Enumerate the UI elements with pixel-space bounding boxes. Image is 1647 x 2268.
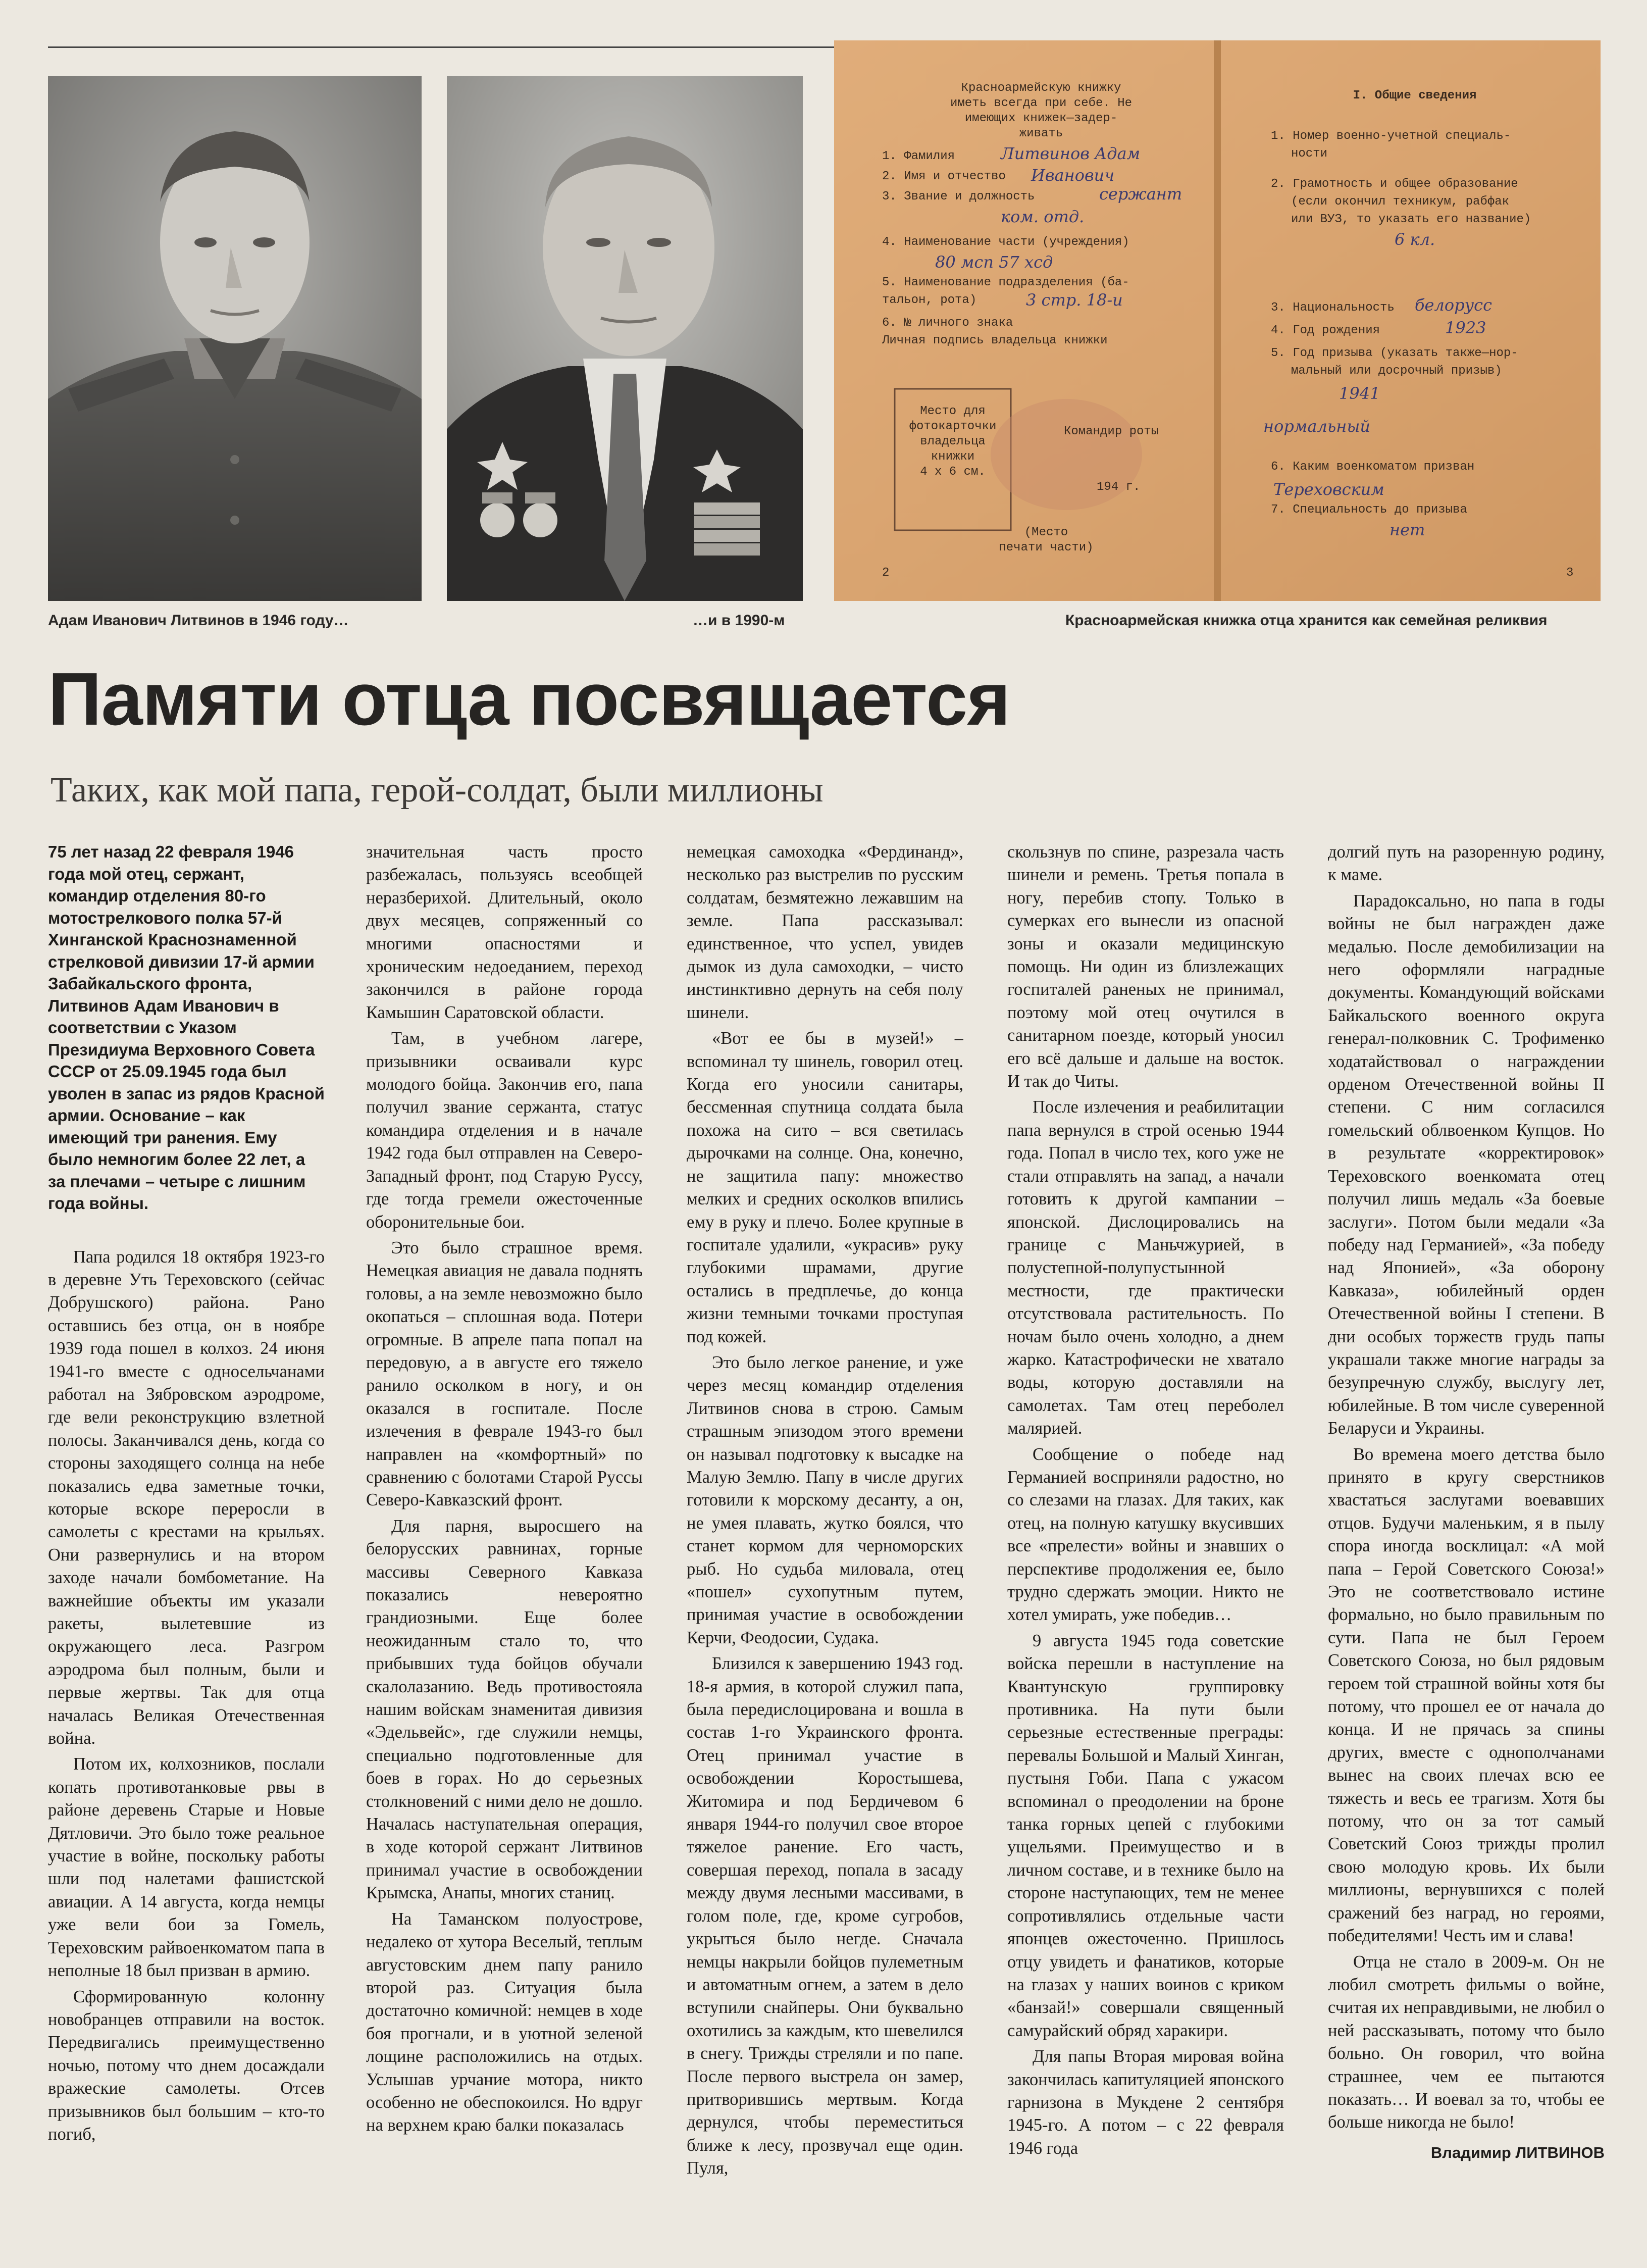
booklet-stamp-line: печати части) bbox=[999, 541, 1094, 555]
booklet-field: (если окончил техникум, рабфак bbox=[1291, 195, 1510, 209]
article-author: Владимир ЛИТВИНОВ bbox=[1430, 2143, 1605, 2161]
paragraph: Сообщение о победе над Германией восприняли радостно, но со слезами на глазах. Для таких, как отец, на полную катушку вкусивших все «прелести» войны и знавших о перспективе продолжения ее, было трудно сдержать эмоции. Никто не хотел умирать, уже победив… bbox=[1007, 1444, 1284, 1625]
booklet-header-line: живать bbox=[1019, 127, 1063, 140]
booklet-field: 5. Наименование подразделения (ба- bbox=[882, 276, 1129, 289]
booklet-handwritten-position: ком. отд. bbox=[1001, 207, 1085, 226]
photo-red-army-booklet bbox=[834, 40, 1601, 601]
paragraph: Парадоксально, но папа в годы войны не был награжден даже медалью. После демобилизации на него оформляли наградные документы. Командующий войсками Байкальского военного округа генерал-полковник С. Трофименко ходатайствовал о награждении орденом Отечественной войны II степени. С ним согласился гомельский облвоенком Купцов. Но в результате «корректировок» Тереховского военкомата отец получил лишь медаль «За боевые заслуги». Потом были медали «За победу над Германией», «За победу над Японией», «За оборону Кавказа», юбилейный орден Отечественной войны I степени. В дни особых торжеств грудь папы украшали также многие награды за безупречную службу, выслугу лет, юбилейные. В том числе суверенной Беларуси и Украины. bbox=[1328, 891, 1605, 1438]
booklet-stamp-place bbox=[996, 525, 1097, 556]
paragraph: скользнув по спине, разрезала часть шинели и ремень. Третья попала в ногу, перебив стопу. Только в сумерках его вынесли из опасной зоны и оказали медицинскую помощь. Ни один из близлежащих госпиталей раненых не принимал, поэтому мой отец очутился в санитарном поезде, который уносил его всё дальше и дальше на восток. И так до Читы. bbox=[1007, 842, 1284, 1091]
booklet-handwritten-commissariat: Тереховским bbox=[1273, 480, 1384, 499]
booklet-field: тальон, рота) bbox=[882, 293, 977, 307]
booklet-field: 7. Специальность до призыва bbox=[1271, 503, 1467, 517]
paragraph: На Таманском полуострове, недалеко от хутора Веселый, теплым августовским днем папу ранило второй раз. Ситуация была достаточно комичной: немцев в ходе боя прогнали, и в уютной зеленой лощине расположились на отдых. Услышав урчание мотора, никто особенно не обеспокоился. Но вдруг на верхнем краю балки показалась bbox=[366, 1909, 643, 2135]
paragraph: Во времена моего детства было принято в кругу сверстников хвастаться заслугами воевавших отцов. Будучи маленьким, я в пылу спора иногда восклицал: «А мой папа – Герой Советского Союза!» Это не соответствовало истине формально, но было правильным по сути. Папа не был Героем Советского Союза, но был рядовым героем той страшной войны хотя бы потому, что прошел ее от начала до конца. И не прячась за спины других, вместе с однополчанами вынес на своих плечах всю ее тяжесть и весь ее трагизм. Хотя бы потому, что он за тот самый Советский Союз трижды пролил свою молодую кровь. Их были миллионы, вернувшихся с полей сражений без наград, но героями, победителями! Честь им и слава! bbox=[1328, 1444, 1605, 1946]
paragraph: Это было легкое ранение, и уже через месяц командир отделения Литвинов снова в строю. Самым страшным эпизодом этого времени он называл подготовку к высадке на Малую Землю. Папу в числе других готовили к морскому десанту, а он, не умея плавать, жутко боялся, что станет кормом для черноморских рыб. Но судьба миловала, отец «пошел» сухопутным путем, принимая участие в освобождении Керчи, Феодосии, Судака. bbox=[687, 1352, 963, 1647]
paragraph: долгий путь на разоренную родину, к маме. bbox=[1328, 842, 1605, 885]
text-column-3 bbox=[687, 841, 963, 2252]
booklet-stamp-line: (Место bbox=[1024, 526, 1068, 539]
paragraph: Для папы Вторая мировая война закончилась капитуляцией японского гарнизона в Мукдене 2 сентября 1945-го. А потом – с 22 февраля 1946 года bbox=[1007, 2047, 1284, 2158]
booklet-photo-line: фотокарточки bbox=[909, 420, 997, 433]
paragraph: После излечения и реабилитации папа вернулся в строй осенью 1944 года. Попал в число тех, кого уже не стали отправлять на запад, а начали готовить к другой кампании – японской. Дислоцировались на границе с Маньчжурией, в полустепной-полупустынной местности, где практически отсутствовала растительность. По ночам было очень холодно, а днем жарко. Катастрофически не хватало воды, которую доставляли на самолетах. Там отец переболел малярией. bbox=[1007, 1097, 1284, 1438]
text-column-4 bbox=[1007, 841, 1284, 2252]
paragraph: Там, в учебном лагере, призывники осваивали курс молодого бойца. Закончив его, папа получил звание сержанта, статус командира отделения и в начале 1942 года был отправлен на Северо-Западный фронт, под Старую Руссу, где тогда гремели ожесточенные оборонительные бои. bbox=[366, 1029, 643, 1232]
booklet-header-line: имеющих книжек—задер- bbox=[964, 112, 1118, 125]
paragraph: Это было страшное время. Немецкая авиация не давала поднять головы, а на земле невозможно было окопаться – сплошная вода. Потери огромные. В апреле папа попал на передовую, а в августе его тяжело ранило осколком в ногу, и он оказался в госпитале. После излечения в феврале 1943-го был направлен на «комфортный» по сравнению с болотами Старой Руссы Северо-Кавказский фронт. bbox=[366, 1238, 643, 1510]
paragraph: Папа родился 18 октября 1923-го в деревне Уть Тереховского (сейчас Добрушского) района. Рано оставшись без отца, он в ноябре 1939 года пошел в колхоз. 24 июня 1941-го вместе с односельчанами работал на Зябровском аэродроме, где вели реконструкцию взлетной полосы. Заканчивался день, когда со стороны заходящего солнца на небе показались едва заметные точки, которые вскоре переросли в самолеты с крестами на крыльях. Они развернулись и на втором заходе начали бомбометание. На важнейшие объекты им указали ракеты, вылетевшие из окружающего леса. Разгром аэродрома был полным, были и первые жертвы. Так для отца началась Великая Отечественная война. bbox=[48, 1247, 325, 1748]
booklet-field: 4. Год рождения bbox=[1271, 324, 1380, 337]
paragraph: Сформированную колонну новобранцев отправили на восток. Передвигались преимущественно ночью, потому что днем досаждали вражеские самолеты. Отсев призывников был большим – кто-то погиб, bbox=[48, 1987, 325, 2144]
booklet-photo-place bbox=[897, 404, 1008, 480]
booklet-field: 2. Имя и отчество bbox=[882, 170, 1006, 183]
paragraph: Для парня, выросшего на белорусских равнинах, горные массивы Северного Кавказа показались невероятно грандиозными. Еще более неожиданным стало то, что прибывших туда бойцов обучали скалолазанию. Ведь противостояла нашим войскам знаменитая дивизия «Эдельвейс», где служили немцы, специально подготовленные для боев в горах. Но до серьезных столкновений с ними дело не дошло. Началась наступательная операция, в ходе которой сержант Литвинов принимал участие в освобождении Крымска, Анапы, многих станиц. bbox=[366, 1516, 643, 1903]
soldier-portrait-image bbox=[48, 76, 422, 601]
booklet-photo-line: книжки bbox=[931, 450, 975, 464]
paragraph: значительная часть просто разбежалась, пользуясь всеобщей неразберихой. Длительный, около двух месяцев, сопряженный со многими опасностями и хроническим недоеданием, переход закончился в районе города Камышин Саратовской области. bbox=[366, 842, 643, 1022]
booklet-field: Личная подпись владельца книжки bbox=[882, 334, 1108, 347]
booklet-field: 1. Фамилия bbox=[882, 149, 955, 163]
article-subheadline: Таких, как мой папа, герой-солдат, были миллионы bbox=[50, 771, 823, 810]
booklet-handwritten-birth-year: 1923 bbox=[1445, 318, 1486, 337]
booklet-right-title: I. Общие сведения bbox=[1353, 89, 1477, 103]
booklet-handwritten-surname: Литвинов Адам bbox=[1001, 144, 1141, 163]
booklet-field: или ВУЗ, то указать его название) bbox=[1291, 213, 1531, 226]
booklet-header-line: Красноармейскую книжку bbox=[961, 81, 1121, 95]
article-body bbox=[48, 841, 1603, 2252]
paragraph: Потом их, колхозников, послали копать противотанковые рвы в районе деревень Старые и Новые Дятловичи. Это было тоже реальное участие в войне, поскольку работы шли под налетами фашистской авиации. А 14 августа, когда немцы уже вели бои за Гомель, Тереховским райвоенкоматом папа в неполные 18 был призван в армию. bbox=[48, 1754, 325, 1981]
booklet-handwritten-nationality: белорусс bbox=[1415, 295, 1492, 315]
text-column-1 bbox=[48, 841, 325, 2252]
photo-veteran-1990 bbox=[447, 76, 803, 601]
booklet-field: 1. Номер военно-учетной специаль- bbox=[1271, 129, 1511, 143]
booklet-handwritten-specialty: нет bbox=[1389, 520, 1425, 539]
booklet-page-number-left: 2 bbox=[882, 566, 890, 580]
booklet-handwritten-patronymic: Иванович bbox=[1031, 166, 1115, 185]
booklet-field: 5. Год призыва (указать также—нор- bbox=[1271, 346, 1518, 360]
booklet-page-number-right: 3 bbox=[1566, 566, 1574, 580]
booklet-field: 2. Грамотность и общее образование bbox=[1271, 177, 1518, 191]
booklet-handwritten-subunit: 3 стр. 18-и bbox=[1026, 290, 1123, 310]
booklet-handwritten-draft-year: 1941 bbox=[1339, 384, 1380, 403]
booklet-handwritten-rank: сержант bbox=[1099, 184, 1182, 204]
booklet-field: 6. № личного знака bbox=[882, 316, 1013, 330]
booklet-photo-line: 4 х 6 см. bbox=[920, 465, 986, 479]
text-column-5 bbox=[1328, 841, 1605, 2252]
booklet-field: мальный или досрочный призыв) bbox=[1291, 364, 1502, 378]
booklet-year: 194 г. bbox=[1097, 480, 1141, 494]
photo-soldier-1946 bbox=[48, 76, 422, 601]
booklet-photo-line: Место для bbox=[920, 405, 986, 418]
photo-caption: …и в 1990-м bbox=[693, 612, 785, 629]
article-lead: 75 лет назад 22 февраля 1946 года мой отец, сержант, командир отделения 80-го мотострелкового полка 57-й Хинганской Краснознаменной стрелковой дивизии 17-й армии Забайкальского фронта, Литвинов Адам Иванович в соответствии с Указом Президиума Верховного Совета СССР от 25.09.1945 года был уволен в запас из рядов Красной армии. Основание – как имеющий три ранения. Ему было немногим более 22 лет, а за плечами – четыре с лишним года войны. bbox=[48, 842, 325, 1213]
article-headline: Памяти отца посвящается bbox=[48, 658, 1010, 741]
booklet-handwritten-education: 6 кл. bbox=[1395, 230, 1435, 249]
paragraph: 9 августа 1945 года советские войска перешли в наступление на Квантунскую группировку противника. На пути были серьезные естественные преграды: перевалы Большой и Малый Хинган, пустыня Гоби. Папа с ужасом вспоминал о преодолении на броне танка горных цепей с глубокими ущельями. Преимущество и в личном составе, и в технике было на стороне наступающих, тем не менее сопротивлялись отдельные части японцев ожесточенно. Пришлось отцу увидеть и фанатиков, которые на глазах у наших воинов с криком «банзай!» совершали священный самурайский обряд харакири. bbox=[1007, 1631, 1284, 2040]
booklet-handwritten-draft-type: нормальный bbox=[1263, 417, 1370, 436]
paragraph: немецкая самоходка «Фердинанд», несколько раз выстрелив по русским солдатам, безмятежно лежавшим на земле. Папа рассказывал: единственное, что успел, увидев дымок из дула самоходки, – чисто инстинктивно дернуть на себя полу шинели. bbox=[687, 842, 963, 1022]
booklet-field: 6. Каким военкоматом призван bbox=[1271, 460, 1475, 474]
paragraph: «Вот ее бы в музей!» – вспоминал ту шинель, говорил отец. Когда его уносили санитары, бессменная спутница солдата была похожа на сито – вся светилась дырочками на солнце. Она, конечно, не защитила папу: множество мелких и средних осколков впились ему в руку и плечо. Более крупные в госпитале удалили, «украсив» руку глубокими шрамами, другие остались в предплечье, до конца жизни темными точками проступая под кожей. bbox=[687, 1029, 963, 1346]
booklet-header bbox=[915, 81, 1167, 141]
booklet-commander: Командир роты bbox=[1064, 425, 1159, 438]
veteran-portrait-image bbox=[447, 76, 803, 601]
photo-caption: Красноармейская книжка отца хранится как семейная реликвия bbox=[1065, 612, 1548, 629]
booklet-handwritten-unit: 80 мсп 57 хсд bbox=[935, 253, 1053, 272]
paragraph: Отца не стало в 2009-м. Он не любил смотреть фильмы о войне, считая их неправдивыми, не любил о ней рассказывать, потому что было больно. Он говорил, что война страшнее, чем ее пытаются показать… И воевал за то, чтобы ее больше никогда не было! bbox=[1328, 1952, 1605, 2132]
booklet-field: 4. Наименование части (учреждения) bbox=[882, 235, 1129, 249]
booklet-field: 3. Звание и должность bbox=[882, 190, 1035, 204]
paragraph: Близился к завершению 1943 год. 18-я армия, в которой служил папа, была передислоцирована и вошла в состав 1-го Украинского фронта. Отец принимал участие в освобождении Коростышева, Житомира и под Бердичевом 6 января 1944-го получил свое второе тяжелое ранение. Его часть, совершая переход, попала в засаду между двумя лесными массивами, в голом поле, где, кроме сугробов, укрыться было негде. Сначала немцы накрыли бойцов пулеметным и автоматным огнем, а затем в дело вступили снайперы. Они буквально охотились за каждым, кто шевелился в снегу. Трижды стреляли и по папе. После первого выстрела он замер, притворившись мертвым. Когда дернулся, чтобы переместиться ближе к лесу, прозвучал еще один. Пуля, bbox=[687, 1654, 963, 2178]
booklet-field: ности bbox=[1291, 147, 1328, 161]
booklet-field: 3. Национальность bbox=[1271, 301, 1395, 315]
photo-caption: Адам Иванович Литвинов в 1946 году… bbox=[48, 612, 349, 629]
text-column-2 bbox=[366, 841, 643, 2252]
booklet-header-line: иметь всегда при себе. Не bbox=[950, 96, 1133, 110]
booklet-photo-line: владельца bbox=[920, 435, 986, 448]
